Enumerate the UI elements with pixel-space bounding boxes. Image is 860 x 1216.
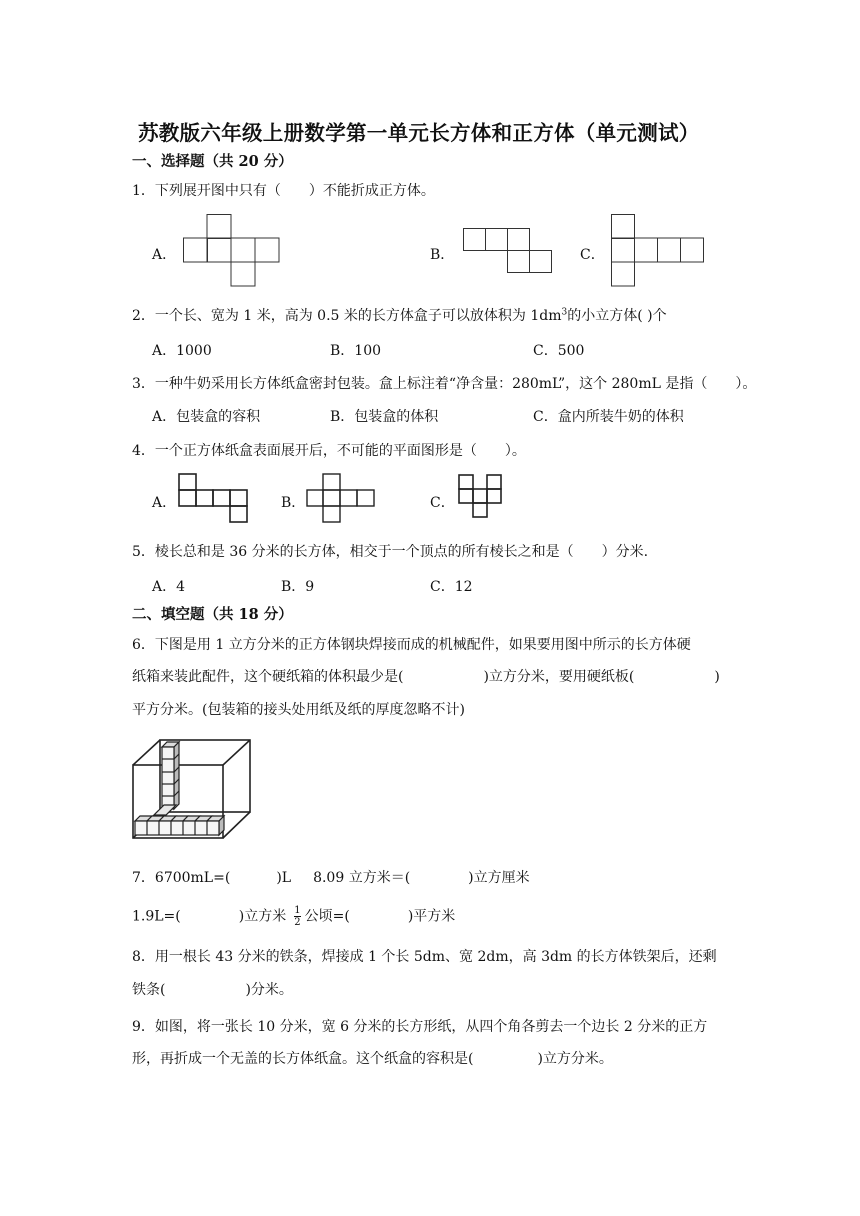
question-6-line-3: 平方分米。(包装箱的接头处用纸及纸的厚度忽略不计) [132,702,465,718]
q1-net-b-figure [463,228,558,278]
fraction-numerator: 1 [294,905,301,916]
q1-net-a-figure [183,214,283,289]
q5-option-b: B．9 [281,579,315,595]
q2-option-c: C．500 [533,343,585,359]
q7-b-suffix: )立方厘米 [468,870,530,886]
question-5: 5．棱长总和是 36 分米的长方体，相交于一个顶点的所有棱长之和是（ ）分米. [132,544,649,560]
question-6-line-2 [132,666,720,686]
q7-b-prefix: 8.09 立方米＝( [313,870,411,886]
question-8-line-2 [132,979,293,999]
q5-option-c: C．12 [430,579,473,595]
question-7-line-2 [132,905,455,928]
question-1: 1．下列展开图中只有（ ）不能折成正方体。 [132,183,435,199]
q8-text-b: )分米。 [245,982,293,998]
q6-box-and-cubes-figure [130,737,255,845]
q5-option-a: A．4 [152,579,186,595]
question-9-line-1: 9．如图，将一张长 10 分米，宽 6 分米的长方形纸，从四个角各剪去一个边长 2 分米的正方 [132,1019,708,1035]
q1-option-c-label: C． [580,247,605,263]
question-4: 4．一个正方体纸盒表面展开后，不可能的平面图形是（ ）。 [132,443,526,459]
q4-option-b-label: B． [281,495,306,511]
question-3: 3．一种牛奶采用长方体纸盒密封包装。盒上标注着“净含量：280mL”，这个 280mL 是指（ ）。 [132,376,757,392]
q6-text-c: ) [714,669,720,685]
q4-net-c-figure [458,474,508,524]
fraction-denominator: 2 [294,917,301,928]
section-heading-choice: 一、选择题（共 20 分） [132,153,293,170]
q4-net-b-figure [306,473,378,525]
q7-d-prefix: 公顷=( [304,908,350,925]
question-6-line-1: 6．下图是用 1 立方分米的正方体钢块焊接而成的机械配件，如果要用图中所示的长方体硬 [132,637,691,653]
q3-option-c: C．盒内所装牛奶的体积 [533,409,684,425]
q7-c-prefix: 1.9L=( [132,908,181,925]
q2-option-a: A．1000 [152,343,212,359]
q2-superscript: 3 [561,307,568,318]
q1-net-c-figure [611,214,711,289]
q1-option-a-label: A． [152,247,177,263]
q7-a-prefix: 7．6700mL=( [132,870,231,886]
section-heading-fill: 二、填空题（共 18 分） [132,606,293,623]
q2-option-b: B．100 [330,343,382,359]
q4-option-a-label: A． [152,495,177,511]
q6-text-a: 纸箱来装此配件，这个硬纸箱的体积最少是( [132,669,404,685]
question-2 [132,305,667,325]
q1-option-b-label: B． [430,247,455,263]
q7-d-suffix: )平方米 [407,908,456,925]
q4-option-c-label: C． [430,495,455,511]
q6-text-b: )立方分米，要用硬纸板( [483,669,635,685]
q3-option-b: B．包装盒的体积 [330,409,439,425]
question-7-line-1 [132,867,530,887]
q4-net-a-figure [178,473,250,525]
page-title: 苏教版六年级上册数学第一单元长方体和正方体（单元测试） [138,121,700,145]
q7-c-suffix: )立方米 [238,908,287,925]
question-9-line-2 [132,1048,613,1068]
q8-text-a: 铁条( [132,982,166,998]
q2-text-pre: 2．一个长、宽为 1 米，高为 0.5 米的长方体盒子可以放体积为 1dm [132,308,562,324]
q9-text-a: 形，再折成一个无盖的长方体纸盒。这个纸盒的容积是( [132,1051,474,1067]
q7-a-suffix: )L [276,870,292,886]
half-fraction [294,905,300,928]
q2-text-post: 的小立方体( )个 [567,308,667,324]
question-8-line-1: 8．用一根长 43 分米的铁条，焊接成 1 个长 5dm、宽 2dm，高 3dm 的长方体铁架后，还剩 [132,949,717,965]
q9-text-b: )立方分米。 [537,1051,613,1067]
q3-option-a: A．包装盒的容积 [152,409,261,425]
